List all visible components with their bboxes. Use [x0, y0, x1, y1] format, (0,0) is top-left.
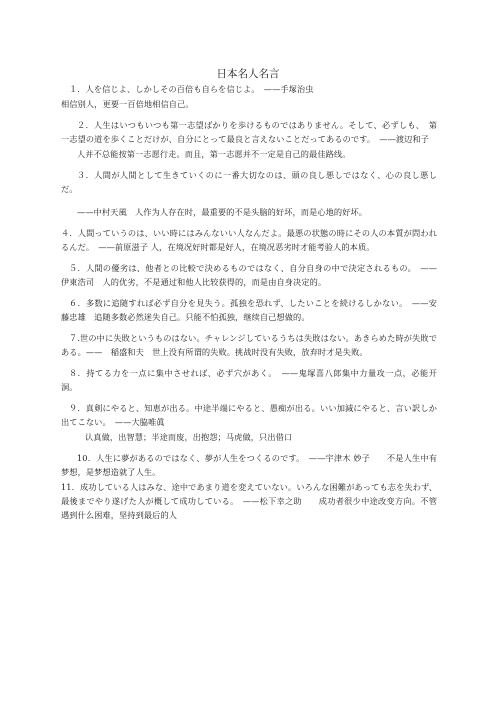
- quote-11: 11．成功している人はみな、途中であまり道を変えていない。いろんな困難があっても志を失わず、最後までやり遂げた人が概して成功している。 ——松下幸之助 成功者很少中途改变方向。不管遇到什么困难，坚持到最后的人: [61, 482, 437, 520]
- quote-1-japanese: １．人を信じよ、しかしその百倍も自らを信じよ。 ——手塚治虫: [69, 84, 314, 94]
- quote-7: ７.世の中に失敗というものはない。チャレンジしているうちは失敗はない。あきらめた時が失敗である。—— 稲盛和夫 世上没有所谓的失败。挑战时没有失败，放弃时才是失败。: [61, 333, 437, 357]
- quote-10: 10．人生に夢があるのではなく、夢が人生をつくるのです。 ——宇津木 妙子 不是人生中有梦想，是梦想造就了人生。: [61, 453, 437, 477]
- document-title: 日本名人名言: [216, 68, 280, 80]
- quote-6: ６．多数に追随すれば必ず自分を見失う。孤独を恐れず、したいことを続けるしかない。 ——安藤忠雄 追随多数必然迷失自己。只能不怕孤独，继续自己想做的。: [61, 298, 437, 322]
- quote-1-chinese: 相信别人，更要一百倍地相信自己。: [61, 99, 194, 109]
- quote-4: ４．人間っていうのは、いい時にはみんないい人なんだよ。最悪の状態の時にその人の本質が問われるんだ。 ——前原滋子 人，在境况好时都是好人，在境况恶劣时才能考验人的本质。: [61, 228, 437, 252]
- quote-3-chinese: ——中村天風 人作为人存在时，最重要的不是头脑的好坏，而是心地的好坏。: [77, 207, 368, 217]
- quote-9-chinese: 认真做，出智慧；半途而废，出抱怨；马虎做，只出借口: [85, 432, 293, 442]
- quote-3-japanese: ３．人間が人間として生きていくのに一番大切なのは、頭の良し悪しではなく、心の良し悪しだ。: [61, 170, 437, 194]
- quote-9-japanese: ９．真剣にやると、知恵が出る。中途半端にやると、愚痴が出る。いい加減にやると、言い訳しか出てこない。 ——大脇唯眞: [61, 403, 437, 427]
- quote-2-japanese: ２．人生はいつもいつも第一志望ばかりを歩けるものではありません。そして、必ずしも、 第一志望の道を歩くことだけが、自分にとって最良と言えないことだってあるのです。 ——渡辺和子: [61, 120, 437, 144]
- document-body: [61, 82, 437, 522]
- quote-2-chinese: 人并不总能按第一志愿行走。而且，第一志愿并不一定是自己的最佳路线。: [77, 149, 351, 159]
- quote-3-gap: [61, 197, 437, 205]
- quote-8: ８．持てる力を一点に集中させれば、必ず穴があく。 ——鬼塚喜八郎集中力量攻一点，必能开洞。: [61, 368, 437, 392]
- quote-5: ５．人間の優劣は、他者との比較で決めるものではなく、自分自身の中で決定されるもの。 ——伊東浩司 人的优劣，不是通过和他人比较获得的，而是由自身决定的。: [61, 263, 437, 287]
